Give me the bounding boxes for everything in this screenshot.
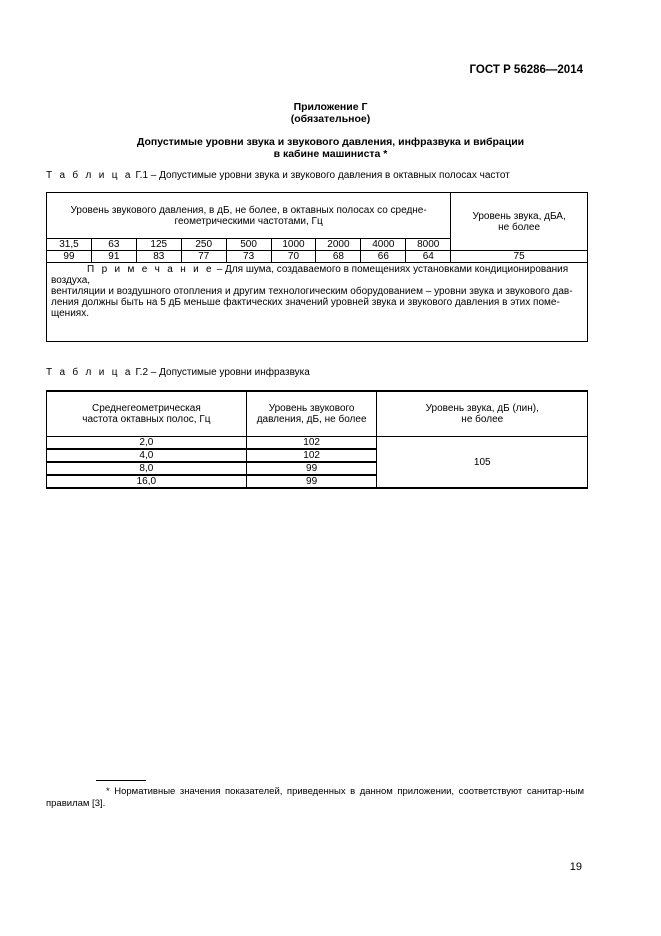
footnote-divider <box>96 780 146 781</box>
table2-header-sound-level-line2: не более <box>461 414 504 425</box>
table1-sound-level-cell: 75 <box>451 251 588 263</box>
table-infrasound-levels <box>46 390 588 489</box>
table2-caption <box>46 367 310 378</box>
table1-value-cell: 64 <box>406 251 451 263</box>
table1-freq-cell: 125 <box>136 239 181 251</box>
table1-freq-cell: 250 <box>181 239 226 251</box>
table1-value-cell: 73 <box>226 251 271 263</box>
table1-header-left-line2: геометрическими частотами, Гц <box>174 215 323 227</box>
table1-value-cell: 83 <box>136 251 181 263</box>
table1-freq-cell: 63 <box>91 239 136 251</box>
table2-header-pressure-line2: давления, дБ, не более <box>256 414 367 425</box>
table2-level-cell: 99 <box>246 462 377 475</box>
table2-freq-cell: 4,0 <box>47 449 247 462</box>
table1-note-line3: ления должны быть на 5 дБ меньше фактических значений уровней звука и звукового давления в этих поме- <box>51 297 560 308</box>
table1-note <box>47 263 588 342</box>
table-sound-levels <box>46 192 588 342</box>
appendix-status: (обязательное) <box>290 113 371 125</box>
table1-value-cell: 77 <box>181 251 226 263</box>
appendix-heading-line1: Допустимые уровни звука и звукового давления, инфразвука и вибрации <box>136 136 525 148</box>
table1-value-cell: 66 <box>361 251 406 263</box>
table1-note-line2: вентиляции и воздушного отопления и другим технологическим оборудованием – уровни звука и звукового дав- <box>51 286 573 297</box>
table1-note-line1-text: – Для шума, создаваемого в помещениях установками кондиционирования воздуха, <box>51 264 569 286</box>
table2-header-frequency-line1: Среднегеометрическая <box>91 403 201 414</box>
table1-header-left <box>47 193 451 239</box>
table2-freq-cell: 2,0 <box>47 437 247 450</box>
appendix-heading-line2: в кабине машиниста * <box>273 148 388 160</box>
footnote: * Нормативные значения показателей, приведенных в данном приложении, соответствуют санитар-ным правилам [3]. <box>46 786 584 809</box>
table2-freq-cell: 8,0 <box>47 462 247 475</box>
table2-header-pressure-line1: Уровень звукового <box>268 403 355 414</box>
table2-caption-prefix: Т а б л и ц а <box>46 367 133 378</box>
table2-header-pressure <box>246 391 377 437</box>
table1-note-line4: щениях. <box>51 308 89 319</box>
table1-caption <box>46 170 510 181</box>
table1-freq-cell: 4000 <box>361 239 406 251</box>
table1-header-left-line1: Уровень звукового давления, в дБ, не более, в октавных полосах со средне- <box>70 204 427 216</box>
table1-freq-cell: 2000 <box>316 239 361 251</box>
page-number: 19 <box>569 861 582 873</box>
table1-note-line1 <box>51 264 583 286</box>
table2-caption-text: Г.2 – Допустимые уровни инфразвука <box>132 367 310 378</box>
table1-header-right-line1: Уровень звука, дБА, <box>472 210 566 222</box>
table1-caption-prefix: Т а б л и ц а <box>46 170 133 181</box>
table2-sound-level-cell: 105 <box>377 437 588 489</box>
table2-freq-cell: 16,0 <box>47 475 247 488</box>
table1-note-label: П р и м е ч а н и е <box>87 264 214 275</box>
table1-value-cell: 91 <box>91 251 136 263</box>
table2-level-cell: 99 <box>246 475 377 488</box>
table1-freq-cell: 500 <box>226 239 271 251</box>
table1-value-cell: 99 <box>47 251 92 263</box>
table1-freq-cell: 1000 <box>271 239 316 251</box>
table1-freq-cell: 31,5 <box>47 239 92 251</box>
table1-caption-text: Г.1 – Допустимые уровни звука и звукового давления в октавных полосах частот <box>132 170 510 181</box>
table1-header-right-line2: не более <box>498 221 541 233</box>
table2-header-frequency-line2: частота октавных полос, Гц <box>82 414 211 425</box>
table2-level-cell: 102 <box>246 449 377 462</box>
table2-header-sound-level <box>377 391 588 437</box>
table2-header-sound-level-line1: Уровень звука, дБ (лин), <box>425 403 539 414</box>
standard-number: ГОСТ Р 56286—2014 <box>469 64 583 76</box>
table1-value-cell: 70 <box>271 251 316 263</box>
appendix-title: Приложение Г <box>293 101 368 113</box>
table1-header-right <box>451 193 588 251</box>
table1-value-cell: 68 <box>316 251 361 263</box>
table1-freq-cell: 8000 <box>406 239 451 251</box>
table2-level-cell: 102 <box>246 437 377 450</box>
table2-header-frequency <box>47 391 247 437</box>
